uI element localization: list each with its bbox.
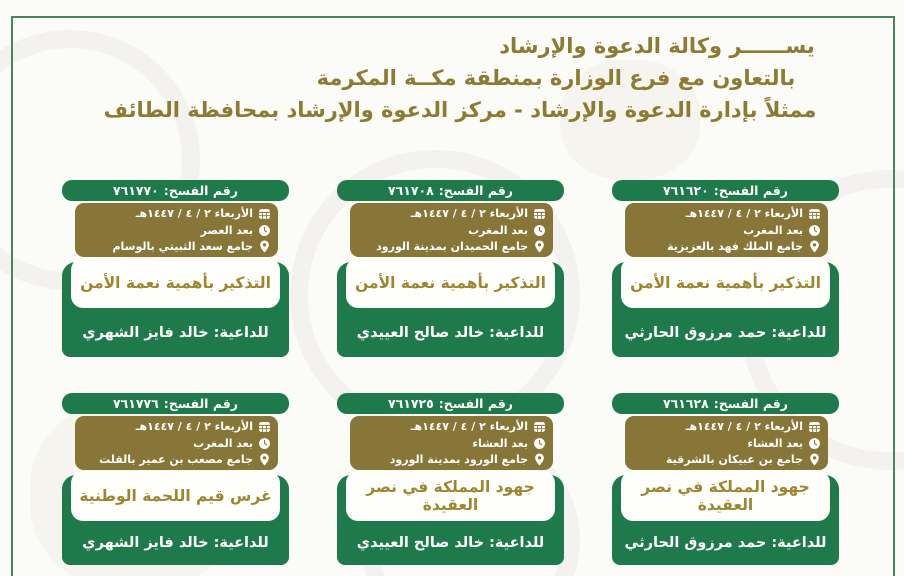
lecture-title: التذكير بأهمية نعمة الأمن [621, 258, 830, 308]
poster-header [0, 30, 904, 126]
event-time: بعد العصر [200, 223, 253, 237]
mosque-row [357, 451, 546, 468]
lecture-title: جهود المملكة في نصر العقيدة [346, 471, 555, 521]
event-card-3 [62, 180, 289, 357]
clock-icon [258, 437, 271, 450]
date-row [632, 418, 821, 435]
permit-number-bar [612, 393, 839, 414]
event-card-2 [337, 180, 564, 357]
mosque-row [82, 451, 271, 468]
preacher-name: للداعية: خالد فايز الشهري [82, 535, 269, 551]
location-pin-icon [533, 453, 546, 466]
event-card-1 [612, 180, 839, 357]
mosque-row [632, 451, 821, 468]
date-row [82, 205, 271, 222]
event-date: الأربعاء ٢ / ٤ / ١٤٤٧هـ [135, 206, 253, 220]
permit-label: رقم الفسح: [163, 183, 239, 198]
permit-label: رقم الفسح: [438, 183, 514, 198]
preacher-name: للداعية: خالد صالح العييدي [356, 535, 545, 551]
location-pin-icon [533, 240, 546, 253]
date-row [357, 205, 546, 222]
event-date: الأربعاء ٢ / ٤ / ١٤٤٧هـ [410, 419, 528, 433]
mosque-row [632, 238, 821, 255]
event-date: الأربعاء ٢ / ٤ / ١٤٤٧هـ [685, 419, 803, 433]
permit-number: ٧٦١٧٧٦ [112, 396, 159, 411]
event-details [625, 416, 828, 470]
location-pin-icon [808, 240, 821, 253]
permit-number: ٧٦١٧٧٠ [112, 183, 159, 198]
permit-number-bar [62, 393, 289, 414]
permit-number-bar [62, 180, 289, 201]
lecture-title: التذكير بأهمية نعمة الأمن [346, 258, 555, 308]
event-card-5 [337, 393, 564, 565]
event-date: الأربعاء ٢ / ٤ / ١٤٤٧هـ [410, 206, 528, 220]
event-mosque: جامع مصعب بن عمير بالقلت [99, 453, 253, 467]
event-date: الأربعاء ٢ / ٤ / ١٤٤٧هـ [135, 419, 253, 433]
header-line-1: يســــــر وكالة الدعوة والإرشاد [499, 34, 815, 58]
header-line-2: بالتعاون مع فرع الوزارة بمنطقة مكــة المكرمة [316, 66, 796, 90]
time-row [357, 435, 546, 452]
card-body [612, 262, 839, 357]
event-date: الأربعاء ٢ / ٤ / ١٤٤٧هـ [685, 206, 803, 220]
event-mosque: جامع بن عبيكان بالشرقية [665, 453, 803, 467]
event-time: بعد المغرب [193, 436, 253, 450]
location-pin-icon [258, 240, 271, 253]
event-details [350, 203, 553, 257]
permit-number-bar [337, 393, 564, 414]
mosque-row [82, 238, 271, 255]
calendar-icon [533, 420, 546, 433]
calendar-icon [258, 420, 271, 433]
clock-icon [533, 437, 546, 450]
event-mosque: جامع الحميدان بمدينة الورود [376, 240, 528, 254]
preacher-name: للداعية: خالد صالح العييدي [356, 324, 545, 341]
permit-number: ٧٦١٦٢٨ [662, 396, 709, 411]
lecture-title: التذكير بأهمية نعمة الأمن [71, 258, 280, 308]
time-row [357, 222, 546, 239]
event-mosque: جامع سعد الثبيتي بالوسام [112, 240, 253, 254]
location-pin-icon [808, 453, 821, 466]
permit-label: رقم الفسح: [713, 183, 789, 198]
clock-icon [808, 437, 821, 450]
clock-icon [258, 224, 271, 237]
time-row [632, 222, 821, 239]
card-body [62, 475, 289, 565]
event-card-4 [612, 393, 839, 565]
permit-label: رقم الفسح: [438, 396, 514, 411]
header-line-3: ممثلاً بإدارة الدعوة والإرشاد - مركز الدعوة والإرشاد بمحافظة الطائف [103, 98, 817, 122]
card-body [337, 475, 564, 565]
clock-icon [533, 224, 546, 237]
calendar-icon [808, 420, 821, 433]
event-time: بعد المغرب [743, 223, 803, 237]
permit-label: رقم الفسح: [713, 396, 789, 411]
event-details [75, 203, 278, 257]
event-time: بعد العشاء [747, 436, 803, 450]
card-body [612, 475, 839, 565]
time-row [82, 222, 271, 239]
lecture-title: جهود المملكة في نصر العقيدة [621, 471, 830, 521]
card-body [337, 262, 564, 357]
location-pin-icon [258, 453, 271, 466]
event-mosque: جامع الملك فهد بالعزيزية [667, 240, 803, 254]
date-row [82, 418, 271, 435]
preacher-name: للداعية: حمد مرزوق الحارثي [624, 324, 827, 341]
event-mosque: جامع الورود بمدينة الورود [389, 453, 528, 467]
permit-label: رقم الفسح: [163, 396, 239, 411]
event-time: بعد المغرب [468, 223, 528, 237]
permit-number: ٧٦١٦٢٠ [662, 183, 709, 198]
event-details [625, 203, 828, 257]
mosque-row [357, 238, 546, 255]
permit-number-bar [337, 180, 564, 201]
preacher-name: للداعية: خالد فايز الشهري [82, 324, 269, 341]
card-body [62, 262, 289, 357]
calendar-icon [258, 207, 271, 220]
time-row [82, 435, 271, 452]
event-card-6 [62, 393, 289, 565]
date-row [632, 205, 821, 222]
calendar-icon [808, 207, 821, 220]
clock-icon [808, 224, 821, 237]
event-time: بعد العشاء [472, 436, 528, 450]
event-details [350, 416, 553, 470]
time-row [632, 435, 821, 452]
permit-number: ٧٦١٧٢٥ [387, 396, 434, 411]
calendar-icon [533, 207, 546, 220]
preacher-name: للداعية: حمد مرزوق الحارثي [624, 535, 827, 551]
permit-number: ٧٦١٧٠٨ [387, 183, 434, 198]
lecture-title: غرس قيم اللحمة الوطنية [71, 471, 280, 521]
event-details [75, 416, 278, 470]
date-row [357, 418, 546, 435]
permit-number-bar [612, 180, 839, 201]
